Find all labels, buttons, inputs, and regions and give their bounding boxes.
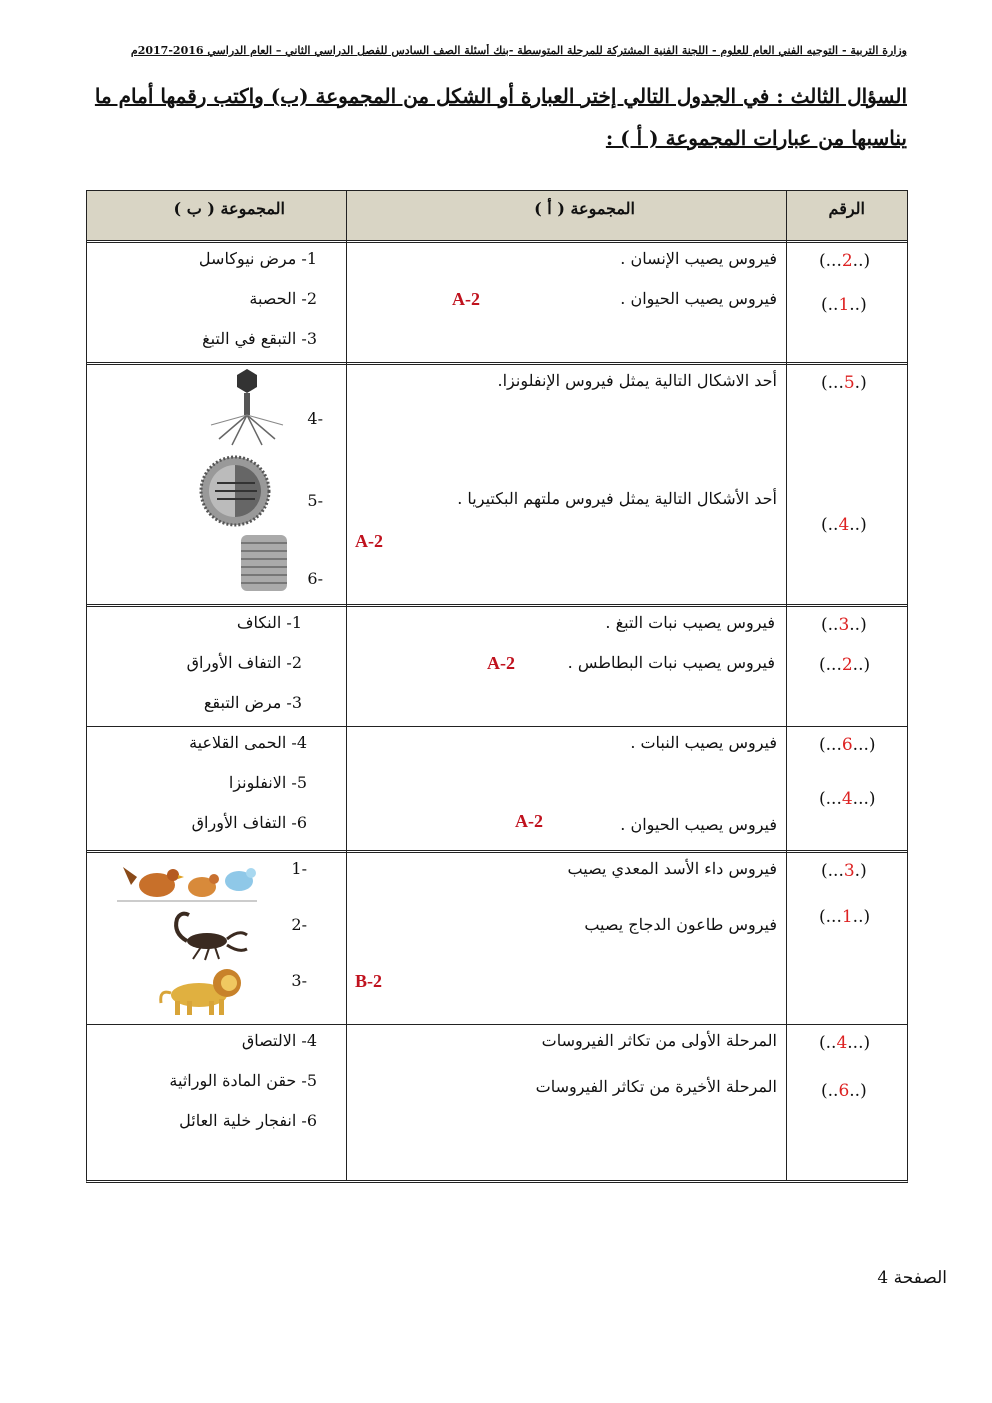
group-b-option: 3- مرض التبقع <box>203 693 302 712</box>
grade-code: A-2 <box>487 653 515 673</box>
header-group-a: المجموعة ( أ ) <box>534 199 635 218</box>
group-b-option: 4- الالتصاق <box>241 1031 317 1050</box>
answer-number: (...2..) <box>819 251 871 271</box>
column-divider <box>786 190 787 1180</box>
group-a-text: فيروس طاعون الدجاج يصيب <box>584 915 777 934</box>
group-b-option: 5- الانفلونزا <box>228 773 307 792</box>
group-a-text: فيروس يصيب النبات . <box>630 733 777 752</box>
answer-number: (..6..) <box>821 1081 867 1101</box>
group-a-text: أحد الأشكال التالية يمثل فيروس ملتهم البكتيريا . <box>457 489 777 508</box>
group-b-option: 2- التفاف الأوراق <box>186 653 302 672</box>
group-b-option: -2 <box>291 915 307 934</box>
group-a-text: فيروس يصيب الحيوان . <box>620 815 777 834</box>
table-row <box>87 362 907 607</box>
group-a-text: المرحلة الأولى من تكاثر الفيروسات <box>541 1031 777 1050</box>
group-b-option: -5 <box>307 491 323 510</box>
group-a-text: فيروس يصيب نبات التبغ . <box>605 613 775 632</box>
matching-table <box>86 190 908 1183</box>
answer-number: (...3.) <box>821 861 867 881</box>
chickens-image <box>117 861 265 907</box>
answer-number: (...6...) <box>819 735 876 755</box>
group-b-option: 1- مرض نيوكاسل <box>198 249 317 268</box>
bacteriophage-image <box>207 367 287 447</box>
answer-number: (...4...) <box>819 789 876 809</box>
question-title-line1: السؤال الثالث : في الجدول التالي إختر العبارة أو الشكل من المجموعة (ب) واكتب رقمها أمام ما <box>94 84 907 108</box>
lion-image <box>157 963 249 1019</box>
column-divider <box>346 190 347 1180</box>
group-b-option: 6- انفجار خلية العائل <box>179 1111 317 1130</box>
group-a-text: فيروس يصيب الحيوان . <box>620 289 777 308</box>
answer-number: (..4...) <box>819 1033 871 1053</box>
grade-code: B-2 <box>355 971 382 991</box>
grade-code: A-2 <box>515 811 543 831</box>
group-a-text: فيروس داء الأسد المعدي يصيب <box>567 859 777 878</box>
group-b-option: 4- الحمى القلاعية <box>189 733 307 752</box>
tobacco-mosaic-virus-image <box>239 533 289 593</box>
group-b-option: 3- التبقع في التبغ <box>202 329 317 348</box>
group-b-option: -4 <box>307 409 323 428</box>
table-row <box>87 1024 907 1181</box>
group-b-option: 2- الحصبة <box>249 289 317 308</box>
group-a-text: فيروس يصيب الإنسان . <box>620 249 777 268</box>
answer-number: (...5.) <box>821 373 867 393</box>
answer-number: (...1..) <box>819 907 871 927</box>
table-row <box>87 726 907 851</box>
group-a-text: فيروس يصيب نبات البطاطس . <box>567 653 775 672</box>
grade-code: A-2 <box>355 531 383 551</box>
answer-number: (..1..) <box>821 295 867 315</box>
group-b-option: -6 <box>307 569 323 588</box>
group-a-text: أحد الاشكال التالية يمثل فيروس الإنفلونزا. <box>497 371 777 390</box>
answer-number: (..4..) <box>821 515 867 535</box>
question-title-line2: يناسبها من عبارات المجموعة ( أ ) : <box>605 126 907 150</box>
page-number: الصفحة 4 <box>877 1268 947 1288</box>
group-b-option: -3 <box>291 971 307 990</box>
group-a-text: المرحلة الأخيرة من تكاثر الفيروسات <box>535 1077 777 1096</box>
table-row <box>87 850 907 1027</box>
grade-code: A-2 <box>452 289 480 309</box>
answer-number: (..3..) <box>821 615 867 635</box>
header-num: الرقم <box>828 199 865 218</box>
table-row <box>87 604 907 729</box>
group-b-option: 6- التفاف الأوراق <box>191 813 307 832</box>
header-group-b: المجموعة ( ب ) <box>173 199 285 218</box>
table-header-row <box>87 190 907 241</box>
table-row <box>87 240 907 365</box>
group-b-option: 1- النكاف <box>236 613 302 632</box>
group-b-option: -1 <box>291 859 307 878</box>
scorpion-image <box>167 909 251 961</box>
influenza-virus-image <box>197 453 273 529</box>
answer-number: (...2..) <box>819 655 871 675</box>
group-b-option: 5- حقن المادة الوراثية <box>169 1071 317 1090</box>
document-header: وزارة التربية - التوجيه الفني العام للعلوم - اللجنة الفنية المشتركة للمرحلة المتوسطة -بنك أسئلة الصف السادس للفصل الدراسي الثاني – العام الدراسي 2016-2017م <box>130 44 907 57</box>
